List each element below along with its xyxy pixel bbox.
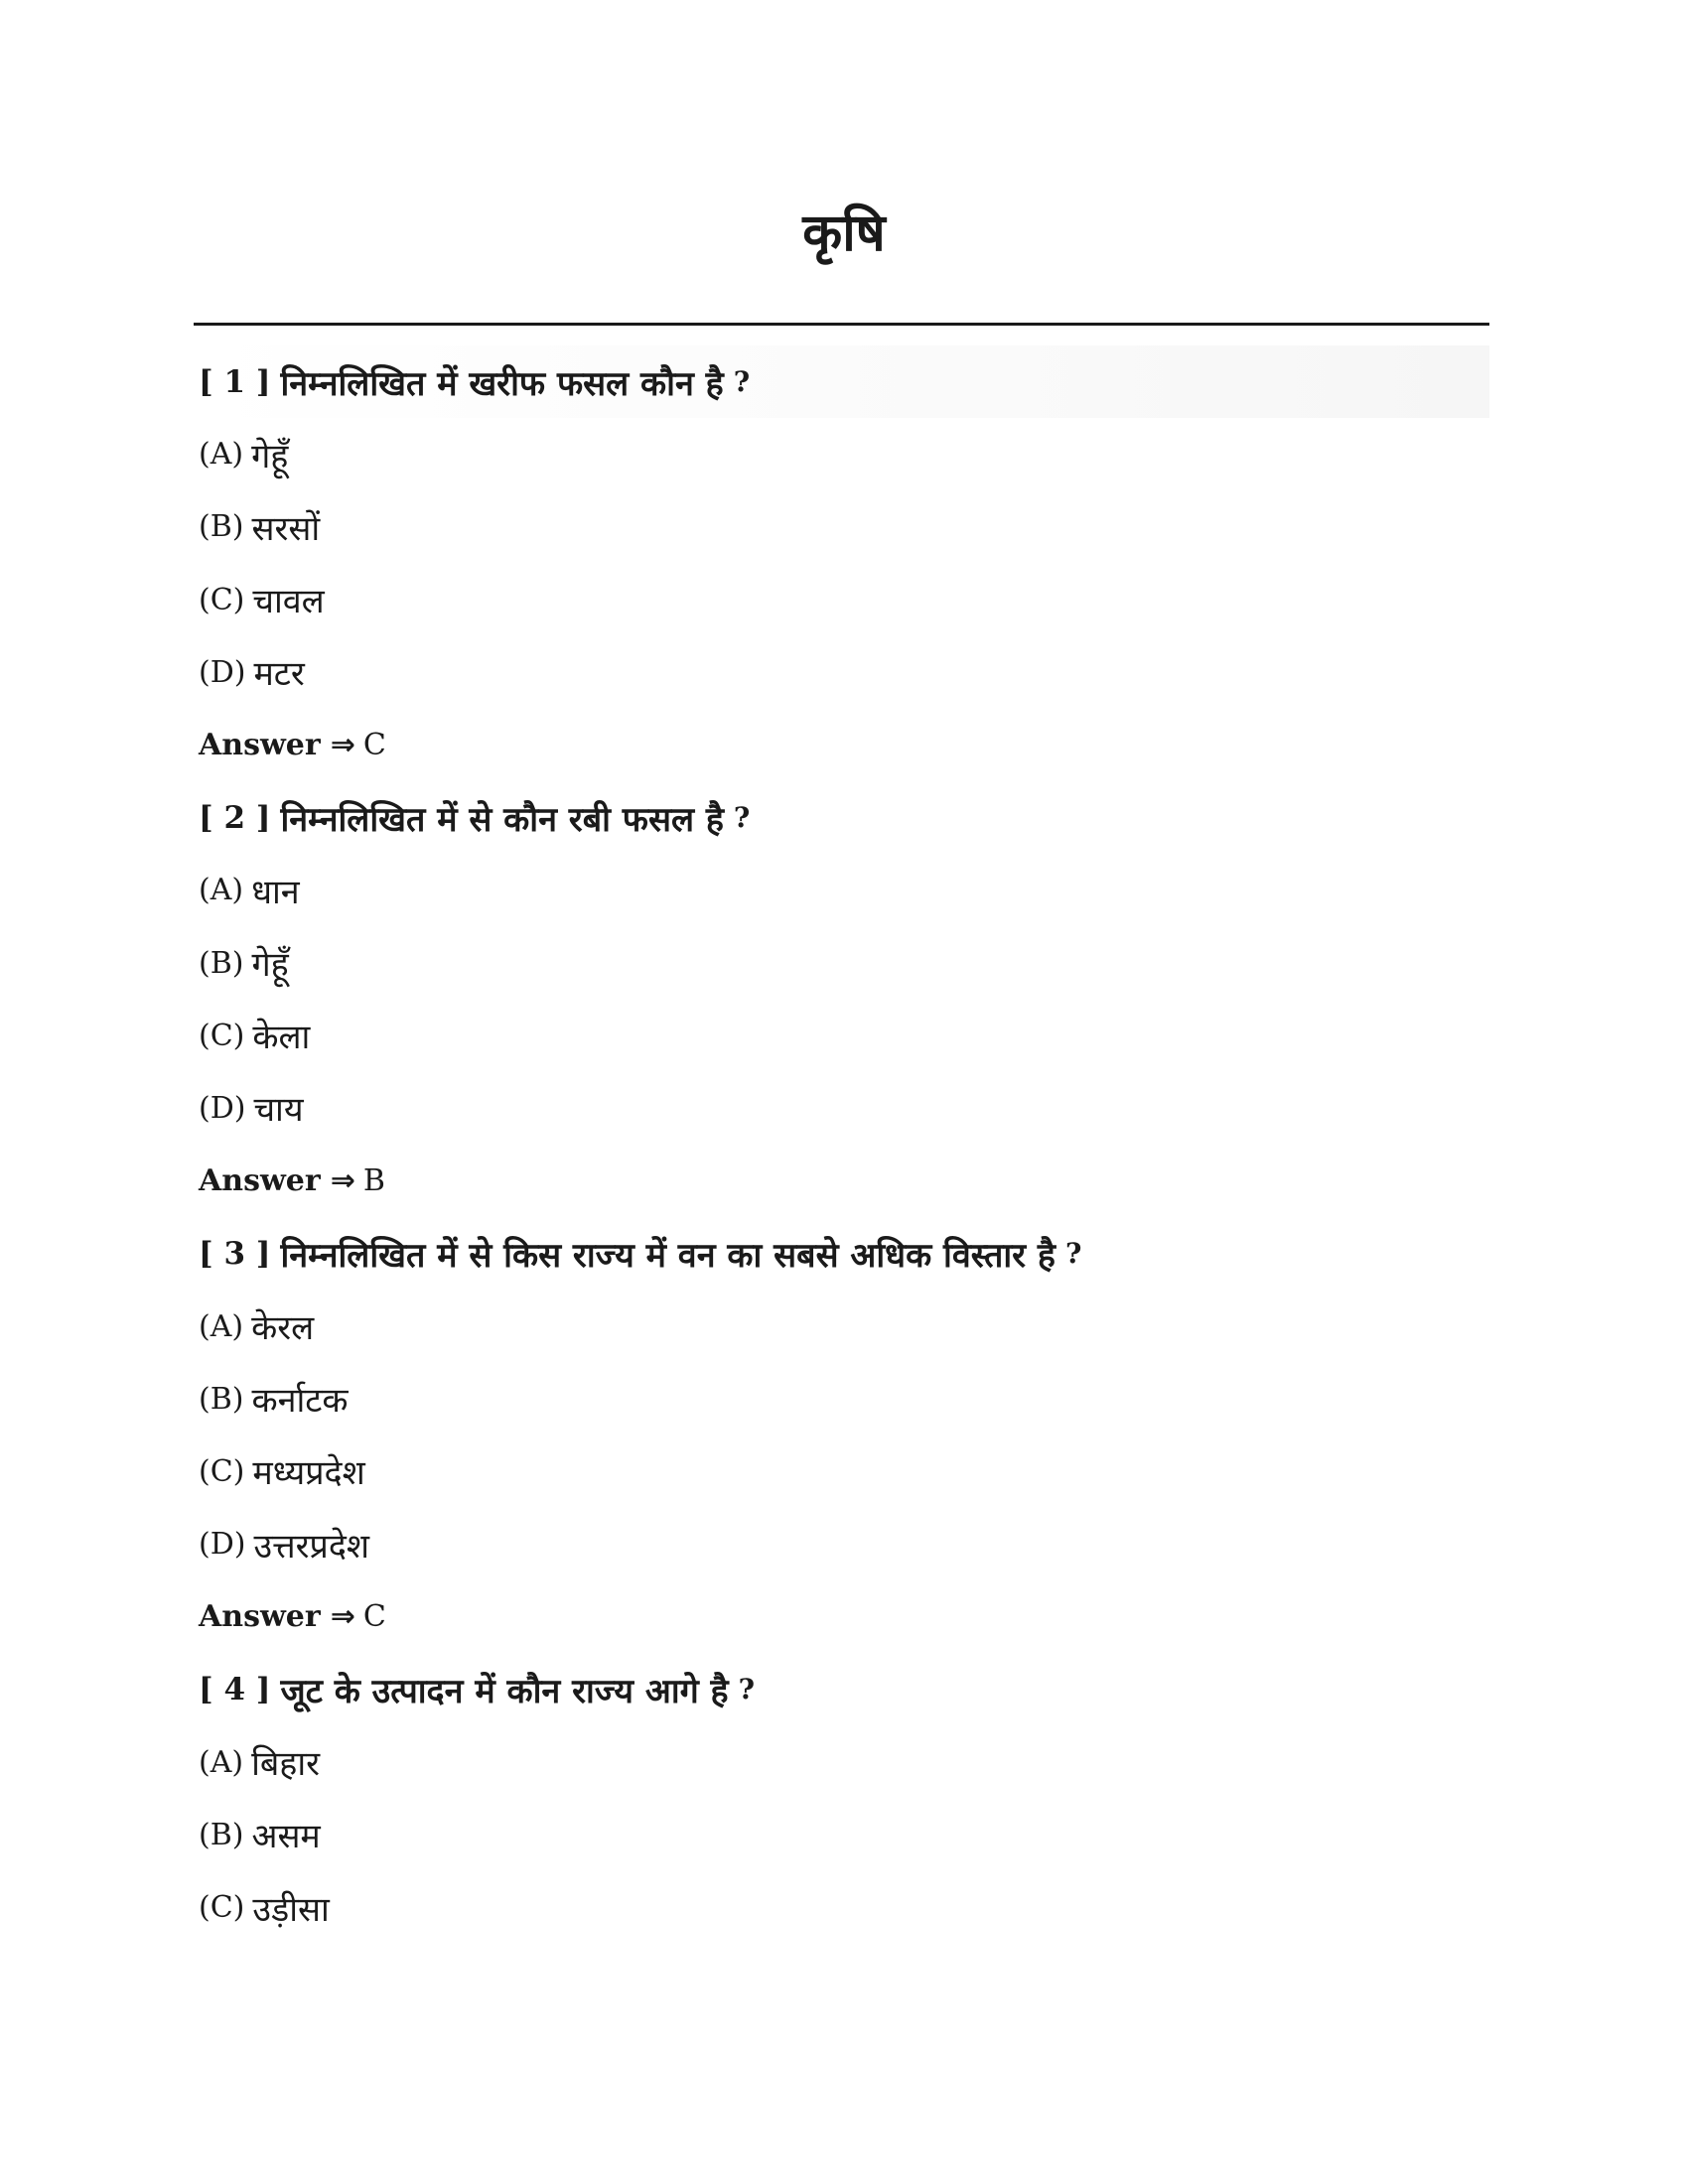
option-text: असम: [251, 1817, 321, 1857]
option-b: [199, 490, 1489, 563]
option-a: [199, 854, 1489, 926]
option-key: (C): [199, 582, 245, 617]
option-key: (D): [199, 1527, 246, 1563]
option-b: [199, 927, 1489, 1000]
option-c: [199, 564, 1489, 636]
option-key: (B): [199, 1817, 244, 1852]
option-text: मटर: [253, 654, 305, 695]
answer-arrow-icon: ⇒: [330, 1163, 355, 1199]
option-text: उड़ीसा: [252, 1889, 330, 1930]
option-key: (B): [199, 509, 244, 545]
option-a: [199, 1726, 1489, 1799]
option-key: (B): [199, 1381, 244, 1417]
answer-arrow-icon: ⇒: [330, 1599, 355, 1635]
answer-value: C: [362, 1599, 386, 1635]
question-mark: ?: [733, 365, 751, 399]
option-d: [199, 636, 1489, 709]
answer-arrow-icon: ⇒: [330, 728, 355, 763]
question-text: निम्नलिखित में खरीफ फसल कौन है: [280, 363, 724, 404]
answer-value: C: [362, 728, 386, 763]
option-c: [199, 1000, 1489, 1072]
question-3: [199, 1217, 1489, 1290]
option-text: चावल: [252, 582, 325, 622]
option-key: (C): [199, 1018, 245, 1053]
option-a: [199, 1290, 1489, 1362]
option-b: [199, 1799, 1489, 1871]
option-key: (C): [199, 1890, 245, 1926]
option-text: मध्यप्रदेश: [252, 1453, 365, 1494]
question-text: निम्नलिखित में से कौन रबी फसल है: [280, 799, 724, 840]
question-number: [ 4 ]: [199, 1671, 271, 1707]
option-b: [199, 1363, 1489, 1435]
answer-label: Answer: [199, 1163, 321, 1199]
question-2: [199, 781, 1489, 854]
option-c: [199, 1871, 1489, 1944]
answer-line: [199, 1145, 1489, 1217]
option-key: (A): [199, 437, 244, 473]
option-d: [199, 1072, 1489, 1145]
question-text: निम्नलिखित में से किस राज्य में वन का सबसे अधिक विस्तार है: [280, 1235, 1055, 1276]
question-number: [ 2 ]: [199, 799, 271, 836]
question-1: [199, 345, 1489, 418]
option-text: कर्नाटक: [251, 1381, 349, 1422]
option-text: केरल: [251, 1308, 315, 1349]
answer-line: [199, 1580, 1489, 1653]
question-number: [ 1 ]: [199, 363, 271, 400]
option-key: (D): [199, 1090, 246, 1126]
option-a: [199, 418, 1489, 490]
question-text: जूट के उत्पादन में कौन राज्य आगे है: [280, 1671, 729, 1711]
question-mark: ?: [733, 801, 751, 835]
option-text: गेहूँ: [251, 436, 289, 477]
question-number: [ 3 ]: [199, 1235, 271, 1272]
option-text: केला: [252, 1018, 311, 1058]
option-c: [199, 1435, 1489, 1508]
option-text: बिहार: [251, 1744, 321, 1785]
option-key: (A): [199, 1744, 244, 1780]
option-text: गेहूँ: [251, 945, 289, 986]
answer-value: B: [362, 1163, 385, 1199]
option-text: धान: [251, 872, 300, 912]
option-text: उत्तरप्रदेश: [253, 1526, 370, 1567]
answer-label: Answer: [199, 1599, 321, 1635]
page-title: कृषि: [802, 204, 886, 263]
question-4: [199, 1653, 1489, 1725]
answer-label: Answer: [199, 728, 321, 763]
title-divider: [194, 323, 1489, 326]
option-text: चाय: [253, 1090, 304, 1131]
question-mark: ?: [1064, 1237, 1082, 1271]
option-key: (A): [199, 873, 244, 908]
option-d: [199, 1508, 1489, 1580]
question-mark: ?: [738, 1673, 756, 1706]
option-key: (A): [199, 1308, 244, 1344]
question-list: [199, 345, 1489, 1944]
option-key: (C): [199, 1453, 245, 1489]
answer-line: [199, 709, 1489, 781]
option-key: (B): [199, 945, 244, 981]
option-key: (D): [199, 654, 246, 690]
option-text: सरसों: [251, 508, 321, 549]
